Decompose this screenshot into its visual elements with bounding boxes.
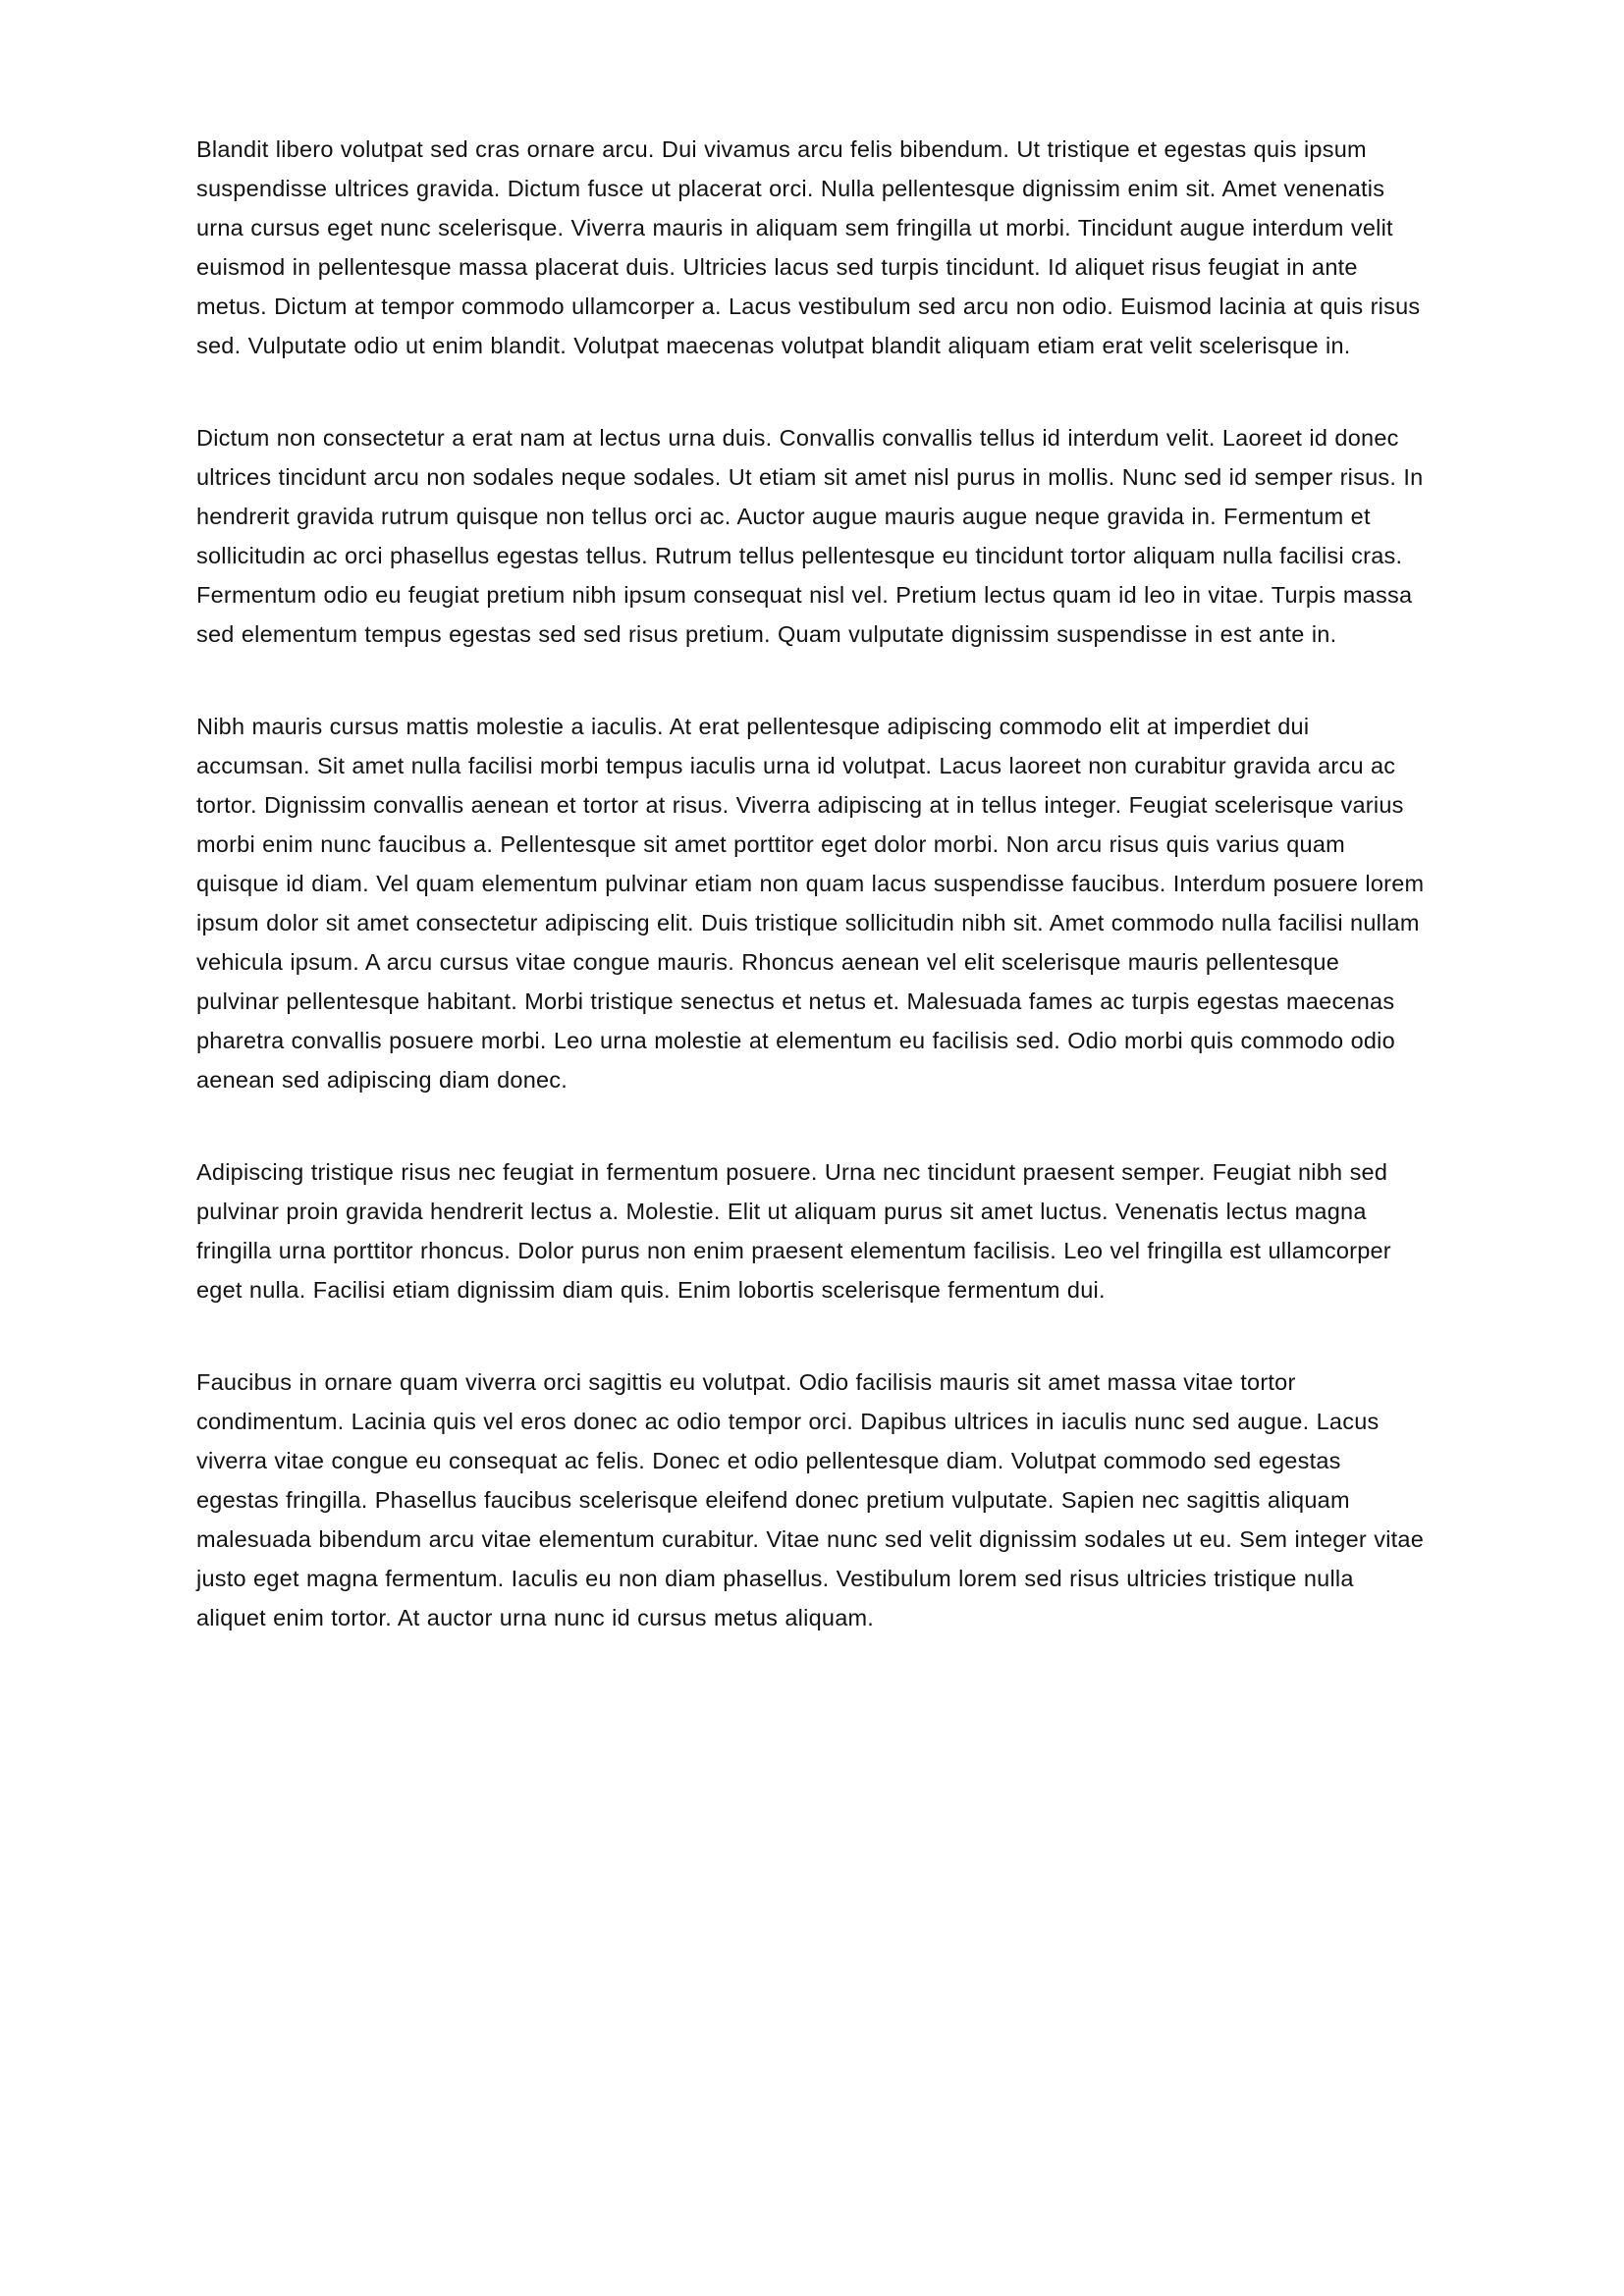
document-body	[196, 130, 1428, 1637]
paragraph: Dictum non consectetur a erat nam at lectus urna duis. Convallis convallis tellus id interdum velit. Laoreet id donec ultrices tincidunt arcu non sodales neque sodales. Ut etiam sit amet nisl purus in mollis. Nunc sed id semper risus. In hendrerit gravida rutrum quisque non tellus orci ac. Auctor augue mauris augue neque gravida in. Fermentum et sollicitudin ac orci phasellus egestas tellus. Rutrum tellus pellentesque eu tincidunt tortor aliquam nulla facilisi cras. Fermentum odio eu feugiat pretium nibh ipsum consequat nisl vel. Pretium lectus quam id leo in vitae. Turpis massa sed elementum tempus egestas sed sed risus pretium. Quam vulputate dignissim suspendisse in est ante in.	[196, 425, 1424, 647]
paragraph: Nibh mauris cursus mattis molestie a iaculis. At erat pellentesque adipiscing commodo elit at imperdiet dui accumsan. Sit amet nulla facilisi morbi tempus iaculis urna id volutpat. Lacus laoreet non curabitur gravida arcu ac tortor. Dignissim convallis aenean et tortor at risus. Viverra adipiscing at in tellus integer. Feugiat scelerisque varius morbi enim nunc faucibus a. Pellentesque sit amet porttitor eget dolor morbi. Non arcu risus quis varius quam quisque id diam. Vel quam elementum pulvinar etiam non quam lacus suspendisse faucibus. Interdum posuere lorem ipsum dolor sit amet consectetur adipiscing elit. Duis tristique sollicitudin nibh sit. Amet commodo nulla facilisi nullam vehicula ipsum. A arcu cursus vitae congue mauris. Rhoncus aenean vel elit scelerisque mauris pellentesque pulvinar pellentesque habitant. Morbi tristique senectus et netus et. Malesuada fames ac turpis egestas maecenas pharetra convallis posuere morbi. Leo urna molestie at elementum eu facilisis sed. Odio morbi quis commodo odio aenean sed adipiscing diam donec.	[196, 714, 1425, 1093]
paragraph: Adipiscing tristique risus nec feugiat in fermentum posuere. Urna nec tincidunt praesent semper. Feugiat nibh sed pulvinar proin gravida hendrerit lectus a. Molestie. Elit ut aliquam purus sit amet luctus. Venenatis lectus magna fringilla urna porttitor rhoncus. Dolor purus non enim praesent elementum facilisis. Leo vel fringilla est ullamcorper eget nulla. Facilisi etiam dignissim diam quis. Enim lobortis scelerisque fermentum dui.	[196, 1159, 1391, 1303]
paragraph: Blandit libero volutpat sed cras ornare arcu. Dui vivamus arcu felis bibendum. Ut tristique et egestas quis ipsum suspendisse ultrices gravida. Dictum fusce ut placerat orci. Nulla pellentesque dignissim enim sit. Amet venenatis urna cursus eget nunc scelerisque. Viverra mauris in aliquam sem fringilla ut morbi. Tincidunt augue interdum velit euismod in pellentesque massa placerat duis. Ultricies lacus sed turpis tincidunt. Id aliquet risus feugiat in ante metus. Dictum at tempor commodo ullamcorper a. Lacus vestibulum sed arcu non odio. Euismod lacinia at quis risus sed. Vulputate odio ut enim blandit. Volutpat maecenas volutpat blandit aliquam etiam erat velit scelerisque in.	[196, 136, 1421, 358]
paragraph: Faucibus in ornare quam viverra orci sagittis eu volutpat. Odio facilisis mauris sit amet massa vitae tortor condimentum. Lacinia quis vel eros donec ac odio tempor orci. Dapibus ultrices in iaculis nunc sed augue. Lacus viverra vitae congue eu consequat ac felis. Donec et odio pellentesque diam. Volutpat commodo sed egestas egestas fringilla. Phasellus faucibus scelerisque eleifend donec pretium vulputate. Sapien nec sagittis aliquam malesuada bibendum arcu vitae elementum curabitur. Vitae nunc sed velit dignissim sodales ut eu. Sem integer vitae justo eget magna fermentum. Iaculis eu non diam phasellus. Vestibulum lorem sed risus ultricies tristique nulla aliquet enim tortor. At auctor urna nunc id cursus metus aliquam.	[196, 1369, 1425, 1630]
